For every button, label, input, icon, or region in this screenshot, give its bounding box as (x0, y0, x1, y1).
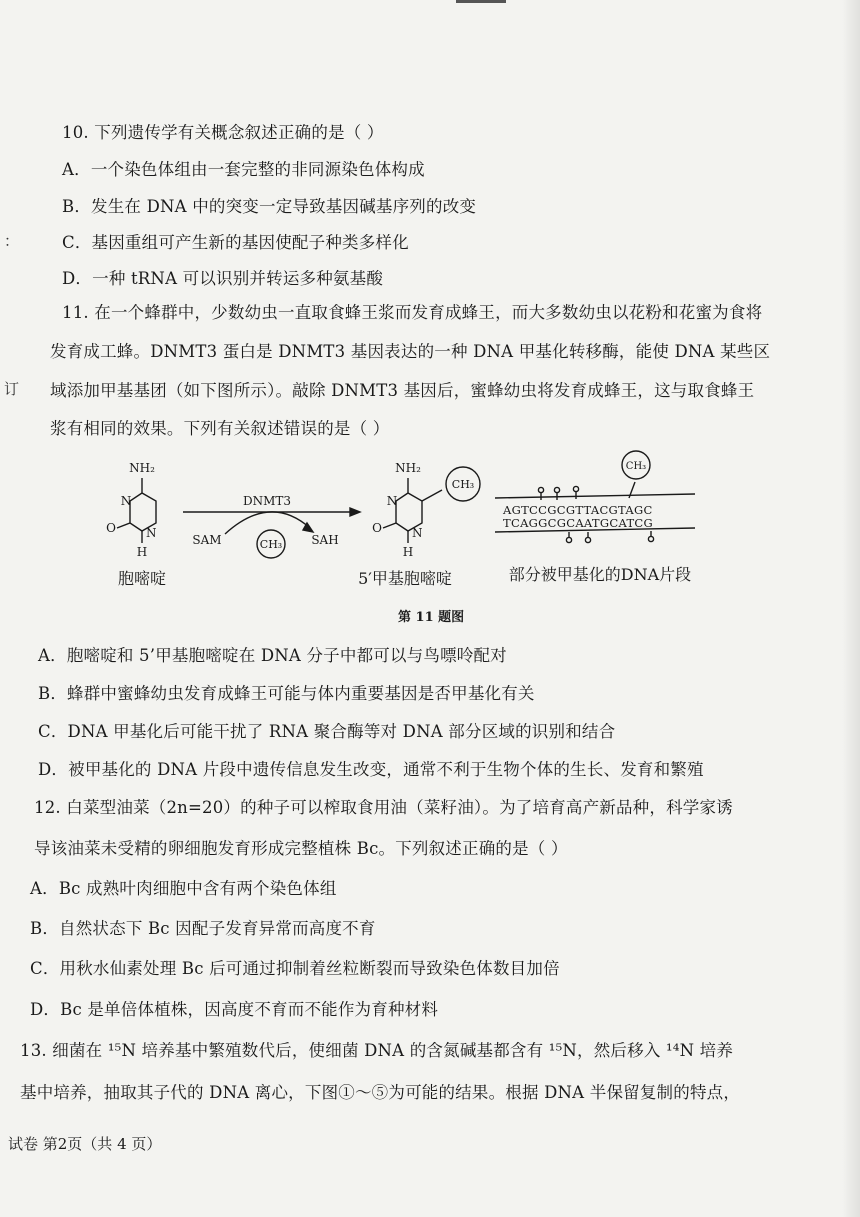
q11-option-b: B．蜂群中蜜蜂幼虫发育成蜂王可能与体内重要基因是否甲基化有关 (38, 684, 535, 703)
q10-stem: 10. 下列遗传学有关概念叙述正确的是（ ） (62, 123, 384, 142)
cytosine-carbonyl-bond (117, 523, 130, 528)
q12-stem-line2: 导该油菜未受精的卵细胞发育形成完整植株 Bc。下列叙述正确的是（ ） (34, 839, 568, 858)
methyl-pin (538, 487, 543, 492)
methyl-bond (422, 490, 442, 501)
methyl-pin (648, 536, 653, 541)
nh2-label-right: NH₂ (395, 461, 421, 475)
label-methylcytosine: 5′甲基胞嘧啶 (358, 569, 452, 588)
page-footer: 试卷 第2页（共 4 页） (8, 1135, 162, 1153)
q11-stem-line4: 浆有相同的效果。下列有关叙述错误的是（ ） (50, 419, 390, 438)
q12-option-d: D．Bc 是单倍体植株，因高度不育而不能作为育种材料 (30, 1000, 439, 1019)
enzyme-label: DNMT3 (242, 494, 292, 508)
q11-option-d: D．被甲基化的 DNA 片段中遗传信息发生改变，通常不利于生物个体的生长、发育和繁殖 (38, 760, 704, 779)
h-label-right: H (402, 545, 414, 559)
methyl-pin (573, 486, 578, 491)
q10-option-c: C．基因重组可产生新的基因使配子种类多样化 (62, 233, 409, 252)
o-label-right: O (372, 521, 382, 535)
n-label-right-2: N (412, 526, 423, 540)
q12-option-a: A．Bc 成熟叶肉细胞中含有两个染色体组 (30, 879, 337, 898)
ch3-label-dna: CH₃ (625, 461, 647, 472)
q10-option-d: D．一种 tRNA 可以识别并转运多种氨基酸 (62, 269, 384, 288)
n-label-left-2: N (146, 526, 157, 540)
q12-stem-line1: 12. 白菜型油菜（2n=20）的种子可以榨取食用油（菜籽油）。为了培育高产新品种，科学家诱 (34, 798, 733, 817)
q11-option-a: A．胞嘧啶和 5’甲基胞嘧啶在 DNA 分子中都可以与鸟嘌呤配对 (38, 646, 507, 665)
q13-stem-line2: 基中培养，抽取其子代的 DNA 离心，下图①～⑤为可能的结果。根据 DNA 半保留复制的特点， (20, 1083, 741, 1102)
margin-mark-1: ： (4, 232, 20, 250)
sah-label: SAH (311, 533, 339, 547)
cytosine-ring (130, 478, 156, 531)
ch3-label-right: CH₃ (451, 478, 475, 491)
methyl-pin (585, 537, 590, 542)
methylcytosine-ring (396, 478, 422, 531)
q11-stem-line1: 11. 在一个蜂群中，少数幼虫一直取食蜂王浆而发育成蜂王，而大多数幼虫以花粉和花蜜为食将 (62, 303, 763, 322)
dna-strand-top: AGTCCGCGTTACGTAGC (503, 503, 653, 517)
q12-option-b: B．自然状态下 Bc 因配子发育异常而高度不育 (30, 919, 376, 938)
h-label-left: H (136, 545, 148, 559)
methyl-pin (554, 487, 559, 492)
scan-mark (456, 0, 506, 3)
sam-label: SAM (192, 533, 222, 547)
q11-stem-line2: 发育成工蜂。DNMT3 蛋白是 DNMT3 基因表达的一种 DNA 甲基化转移酶，能使 DNA 某些区 (50, 342, 771, 361)
methyl-pin (566, 537, 571, 542)
dna-strand-bottom: TCAGGCGCAATGCATCG (503, 516, 654, 530)
o-label-left: O (106, 521, 116, 535)
ch3-label-middle: CH₃ (259, 538, 283, 551)
q11-figure (95, 448, 735, 598)
dna-top-line (495, 494, 695, 498)
label-dna-fragment: 部分被甲基化的DNA片段 (508, 565, 692, 584)
n-label-left-1: N (120, 494, 132, 508)
n-label-right-1: N (386, 494, 398, 508)
q11-option-c: C．DNA 甲基化后可能干扰了 RNA 聚合酶等对 DNA 部分区域的识别和结合 (38, 722, 616, 741)
methylcytosine-carbonyl-bond (383, 523, 396, 528)
methylation-diagram (95, 448, 735, 598)
nh2-label-left: NH₂ (129, 461, 155, 475)
q11-figure-caption: 第 11 题图 (398, 610, 465, 625)
margin-mark-2: 订 (4, 380, 20, 398)
q10-option-b: B．发生在 DNA 中的突变一定导致基因碱基序列的改变 (62, 197, 477, 216)
q13-stem-line1: 13. 细菌在 ¹⁵N 培养基中繁殖数代后，使细菌 DNA 的含氮碱基都含有 ¹⁵N，然后移入 ¹⁴N 培养 (20, 1041, 734, 1060)
reaction-arrow-head (350, 508, 360, 516)
q12-option-c: C．用秋水仙素处理 Bc 后可通过抑制着丝粒断裂而导致染色体数目加倍 (30, 959, 560, 978)
q11-stem-line3: 域添加甲基基团（如下图所示）。敲除 DNMT3 基因后，蜜蜂幼虫将发育成蜂王，这与取食蜂王 (50, 381, 755, 400)
label-cytosine: 胞嘧啶 (117, 569, 167, 588)
page-edge-shadow (842, 0, 860, 1217)
q10-option-a: A．一个染色体组由一套完整的非同源染色体构成 (62, 160, 425, 179)
